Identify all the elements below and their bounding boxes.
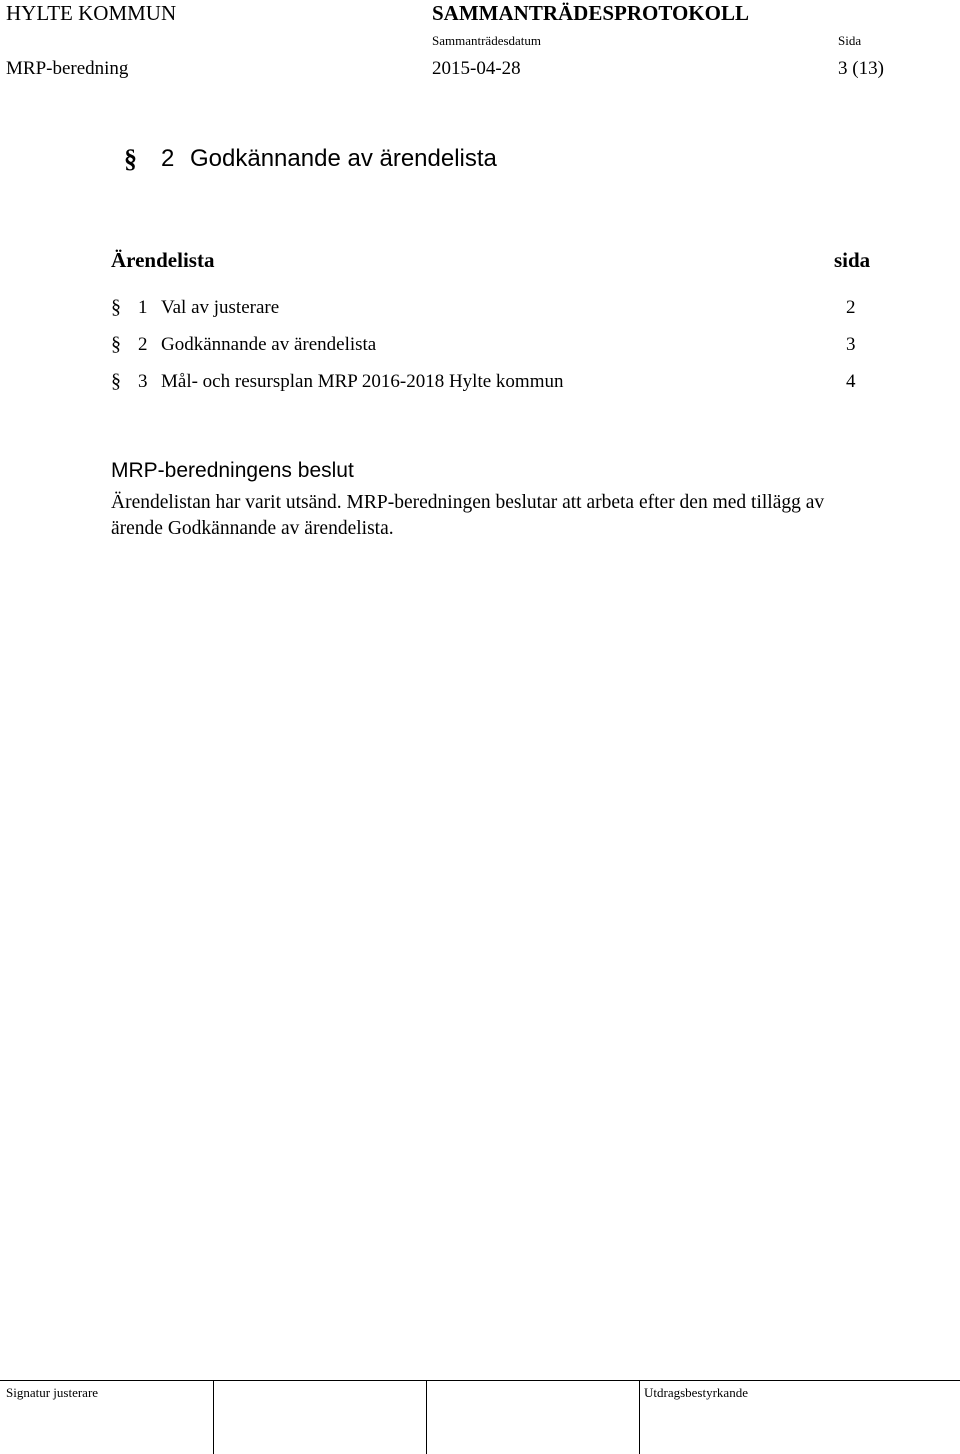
decision-text-line-1: Ärendelistan har varit utsänd. MRP-beredningen beslutar att arbeta efter den med tillägg av (111, 492, 825, 513)
paragraph-symbol-icon: § (111, 370, 121, 392)
page-label: Sida (838, 33, 862, 48)
section-number: 2 (161, 145, 175, 172)
agenda-item-text: Mål- och resursplan MRP 2016-2018 Hylte kommun (161, 371, 564, 392)
municipality-name: HYLTE KOMMUN (6, 1, 177, 25)
section-symbol: § (124, 144, 137, 173)
decision-text-line-2: ärende Godkännande av ärendelista. (111, 518, 394, 539)
decision-heading: MRP-beredningens beslut (111, 459, 354, 482)
agenda-item-text: Godkännande av ärendelista (161, 334, 377, 355)
extract-certification-label: Utdragsbestyrkande (644, 1385, 748, 1400)
document-type: SAMMANTRÄDESPROTOKOLL (432, 1, 749, 25)
agenda-item-page: 3 (846, 334, 856, 355)
committee-name: MRP-beredning (6, 58, 129, 79)
section-title: Godkännande av ärendelista (190, 145, 497, 172)
signature-box-divider (639, 1380, 640, 1454)
meeting-date: 2015-04-28 (432, 58, 521, 79)
agenda-item-number: 2 (138, 334, 148, 355)
agenda-item-number: 1 (138, 297, 148, 318)
agenda-item-text: Val av justerare (161, 297, 280, 318)
agenda-heading: Ärendelista (111, 248, 215, 272)
date-label: Sammanträdesdatum (432, 33, 542, 48)
paragraph-symbol-icon: § (111, 333, 121, 355)
footer-divider (0, 1380, 960, 1381)
agenda-item-number: 3 (138, 371, 148, 392)
signature-label: Signatur justerare (6, 1385, 99, 1400)
signature-box-divider (213, 1380, 214, 1454)
agenda-page-heading: sida (834, 248, 871, 272)
signature-box-divider (426, 1380, 427, 1454)
paragraph-symbol-icon: § (111, 296, 121, 318)
agenda-item-page: 2 (846, 297, 856, 318)
agenda-item-page: 4 (846, 371, 856, 392)
page-number: 3 (13) (838, 58, 884, 79)
